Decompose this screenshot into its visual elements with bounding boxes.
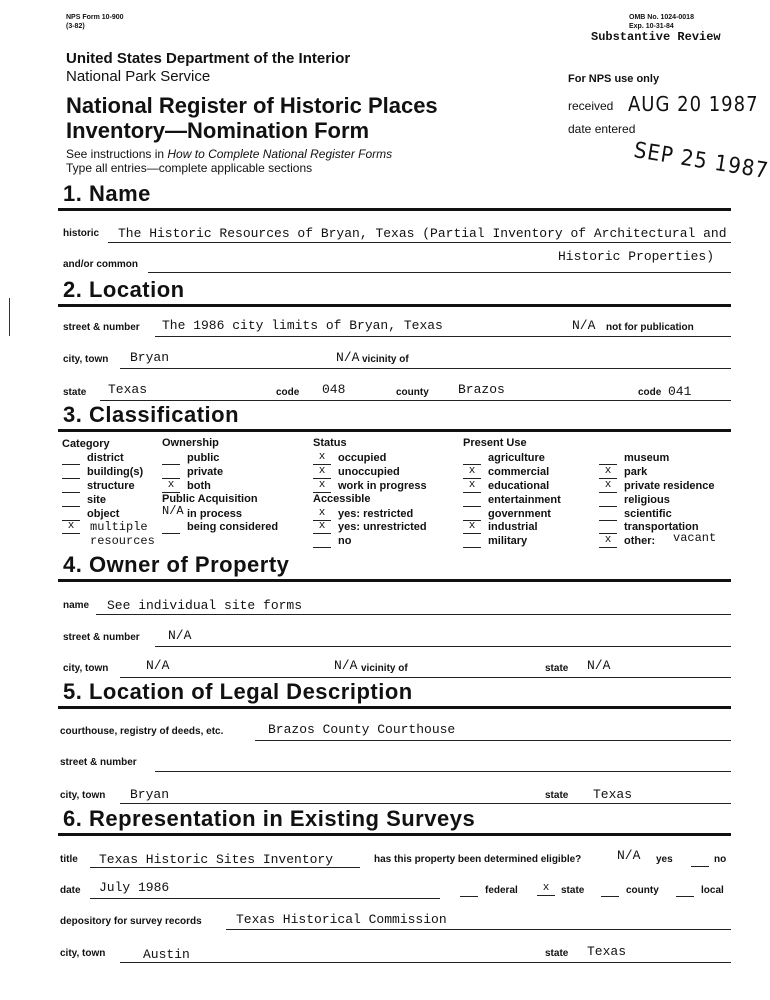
checkbox-federal[interactable] xyxy=(460,884,478,897)
use-military-label: military xyxy=(488,535,528,547)
depository-underline xyxy=(226,929,731,930)
category-heading: Category xyxy=(62,438,110,450)
owner-name-underline xyxy=(96,614,731,615)
owner-street-field[interactable]: N/A xyxy=(168,628,192,643)
checkbox-museum[interactable] xyxy=(599,452,617,465)
checkbox-other[interactable]: x xyxy=(599,535,617,548)
checkbox-commercial[interactable]: x xyxy=(463,466,481,479)
use-park-label: park xyxy=(624,466,648,478)
checkbox-district[interactable] xyxy=(62,452,80,465)
checkbox-scientific[interactable] xyxy=(599,508,617,521)
section-1-title: 1. Name xyxy=(63,181,151,206)
county-field[interactable]: Brazos xyxy=(458,382,505,397)
ownership-private-label: private xyxy=(187,466,224,478)
department-name: United States Department of the Interior xyxy=(66,50,351,67)
depository-label: depository for survey records xyxy=(60,916,202,927)
section-5-title: 5. Location of Legal Description xyxy=(63,679,413,704)
checkbox-public[interactable] xyxy=(162,452,180,465)
legal-state-label: state xyxy=(545,790,569,801)
use-scientific-label: scientific xyxy=(624,508,672,520)
use-religious-label: religious xyxy=(624,494,670,506)
legal-city-underline xyxy=(120,803,731,804)
category-object-label: object xyxy=(87,508,120,520)
checkbox-unoccupied[interactable]: x xyxy=(313,466,331,479)
legal-state-field[interactable]: Texas xyxy=(593,787,633,802)
category-structure-label: structure xyxy=(87,480,135,492)
present-use-heading: Present Use xyxy=(463,437,527,449)
owner-name-field[interactable]: See individual site forms xyxy=(107,598,303,613)
checkbox-yes-restricted[interactable]: x xyxy=(313,508,331,521)
vicinity-label: vicinity of xyxy=(362,354,409,365)
checkbox-multiple[interactable]: x xyxy=(62,521,80,534)
status-occupied-label: occupied xyxy=(338,452,387,464)
vicinity-value[interactable]: N/A xyxy=(336,350,360,365)
local-label: local xyxy=(701,885,724,896)
historic-name-continued[interactable]: Historic Properties) xyxy=(558,249,715,264)
checkbox-industrial[interactable]: x xyxy=(463,521,481,534)
checkbox-entertainment[interactable] xyxy=(463,494,481,507)
county-code-field[interactable]: 041 xyxy=(668,384,692,399)
section-3-title: 3. Classification xyxy=(63,402,240,427)
survey-city-underline xyxy=(120,962,731,963)
form-title-line1: National Register of Historic Places xyxy=(66,93,438,118)
survey-title-field[interactable]: Texas Historic Sites Inventory xyxy=(99,852,334,867)
survey-city-field[interactable]: Austin xyxy=(143,947,190,962)
expiration-date: Exp. 10-31-84 xyxy=(629,23,674,30)
owner-state-field[interactable]: N/A xyxy=(587,658,611,673)
county-code-label: code xyxy=(638,387,662,398)
checkbox-site[interactable] xyxy=(62,494,80,507)
status-unoccupied-label: unoccupied xyxy=(338,466,400,478)
use-commercial-label: commercial xyxy=(488,466,550,478)
section-2-title: 2. Location xyxy=(63,277,185,302)
legal-street-field[interactable] xyxy=(155,771,731,772)
historic-label: historic xyxy=(63,228,100,239)
eligible-no-label: no xyxy=(714,854,727,865)
owner-city-underline xyxy=(120,677,731,678)
owner-name-label: name xyxy=(63,600,90,611)
accessible-yes-restricted-label: yes: restricted xyxy=(338,508,414,520)
checkbox-military[interactable] xyxy=(463,535,481,548)
checkbox-private[interactable] xyxy=(162,466,180,479)
survey-date-label: date xyxy=(60,885,81,896)
omb-number: OMB No. 1024-0018 xyxy=(629,14,694,21)
checkbox-being-considered[interactable] xyxy=(162,521,180,534)
section-4-title: 4. Owner of Property xyxy=(63,552,290,577)
checkbox-private-residence[interactable]: x xyxy=(599,480,617,493)
survey-title-underline xyxy=(90,867,360,868)
received-stamp: AUG 20 1987 xyxy=(628,92,759,116)
margin-mark xyxy=(9,298,10,336)
accessible-yes-unrestricted-label: yes: unrestricted xyxy=(338,521,427,533)
ownership-public-label: public xyxy=(187,452,220,464)
checkbox-structure[interactable] xyxy=(62,480,80,493)
form-revision: (3-82) xyxy=(66,23,85,30)
service-name: National Park Service xyxy=(66,68,211,85)
section-1-rule xyxy=(58,208,731,211)
courthouse-underline xyxy=(255,740,731,741)
common-name-field[interactable] xyxy=(148,272,731,273)
accessible-no-label: no xyxy=(338,535,352,547)
acquisition-being-considered-label: being considered xyxy=(187,521,279,533)
form-title-line2: Inventory—Nomination Form xyxy=(66,118,370,143)
survey-city-label: city, town xyxy=(60,948,106,959)
state-underline xyxy=(100,400,731,401)
status-work-in-progress-label: work in progress xyxy=(338,480,427,492)
ownership-both-label: both xyxy=(187,480,211,492)
depository-field[interactable]: Texas Historical Commission xyxy=(236,912,447,927)
city-underline xyxy=(120,368,731,369)
section-3-rule xyxy=(58,429,731,432)
owner-street-underline xyxy=(155,646,731,647)
county-check-label: county xyxy=(626,885,659,896)
checkbox-transportation[interactable] xyxy=(599,521,617,534)
use-private-residence-label: private residence xyxy=(624,480,715,492)
legal-street-label: street & number xyxy=(60,757,137,768)
survey-title-label: title xyxy=(60,854,78,865)
courthouse-label: courthouse, registry of deeds, etc. xyxy=(60,726,224,737)
instructions-line2: Type all entries—complete applicable sections xyxy=(66,161,313,175)
checkbox-both[interactable]: x xyxy=(162,480,180,493)
received-label: received xyxy=(568,99,614,113)
use-agriculture-label: agriculture xyxy=(488,452,545,464)
not-for-publication-value[interactable]: N/A xyxy=(572,318,596,333)
review-stamp: Substantive Review xyxy=(591,30,721,44)
status-heading: Status xyxy=(313,437,347,449)
owner-state-label: state xyxy=(545,663,569,674)
street-number-label: street & number xyxy=(63,322,140,333)
date-entered-stamp: SEP 25 1987 xyxy=(632,138,770,185)
use-transportation-label: transportation xyxy=(624,521,699,533)
use-entertainment-label: entertainment xyxy=(488,494,561,506)
ownership-heading: Ownership xyxy=(162,437,219,449)
in-process-mark[interactable]: N/A xyxy=(162,504,184,518)
survey-state-field[interactable]: Texas xyxy=(587,944,627,959)
state-check-label: state xyxy=(561,885,585,896)
checkbox-religious[interactable] xyxy=(599,494,617,507)
use-educational-label: educational xyxy=(488,480,550,492)
eligible-label: has this property been determined eligible? xyxy=(374,854,582,865)
date-entered-label: date entered xyxy=(568,122,636,136)
owner-vicinity-label: vicinity of xyxy=(361,663,408,674)
historic-underline xyxy=(108,242,731,243)
code-field[interactable]: 048 xyxy=(322,382,346,397)
use-industrial-label: industrial xyxy=(488,521,538,533)
state-label: state xyxy=(63,387,87,398)
checkbox-agriculture[interactable] xyxy=(463,452,481,465)
checkbox-no[interactable] xyxy=(313,535,331,548)
public-acquisition-heading: Public Acquisition xyxy=(162,493,258,505)
instructions-prefix: See instructions in xyxy=(66,147,168,161)
eligible-field[interactable]: N/A xyxy=(617,848,641,863)
owner-city-field[interactable]: N/A xyxy=(146,658,170,673)
checkbox-local[interactable] xyxy=(676,884,694,897)
owner-vicinity-value[interactable]: N/A xyxy=(334,658,358,673)
eligible-no-checkbox[interactable] xyxy=(691,854,709,867)
county-label: county xyxy=(396,387,429,398)
legal-city-field[interactable]: Bryan xyxy=(130,787,170,802)
instructions-line1 xyxy=(66,147,392,161)
other-use-field[interactable]: vacant xyxy=(673,531,717,545)
checkbox-occupied[interactable]: x xyxy=(313,452,331,465)
category-site-label: site xyxy=(87,494,106,506)
category-multiple-label: multiple xyxy=(90,520,148,534)
historic-name-field[interactable]: The Historic Resources of Bryan, Texas (Partial Inventory of Architectural and xyxy=(118,226,727,241)
survey-state-label: state xyxy=(545,948,569,959)
checkbox-yes-unrestricted[interactable]: x xyxy=(313,521,331,534)
city-town-label: city, town xyxy=(63,354,109,365)
checkbox-park[interactable]: x xyxy=(599,466,617,479)
section-2-rule xyxy=(58,304,731,307)
not-for-publication-label: not for publication xyxy=(606,322,694,333)
checkbox-buildings[interactable] xyxy=(62,466,80,479)
form-number: NPS Form 10-900 xyxy=(66,14,124,21)
instructions-title: How to Complete National Register Forms xyxy=(167,147,393,161)
common-name-label: and/or common xyxy=(63,259,139,270)
use-museum-label: museum xyxy=(624,452,670,464)
courthouse-field[interactable]: Brazos County Courthouse xyxy=(268,722,456,737)
federal-label: federal xyxy=(485,885,518,896)
owner-street-label: street & number xyxy=(63,632,140,643)
street-number-field[interactable]: The 1986 city limits of Bryan, Texas xyxy=(162,318,443,333)
category-district-label: district xyxy=(87,452,124,464)
checkbox-county[interactable] xyxy=(601,884,619,897)
nps-use-heading: For NPS use only xyxy=(568,73,660,85)
survey-date-field[interactable]: July 1986 xyxy=(99,880,170,895)
checkbox-state[interactable]: x xyxy=(537,883,555,896)
city-town-field[interactable]: Bryan xyxy=(130,350,170,365)
checkbox-work-in-progress[interactable]: x xyxy=(313,480,331,493)
section-6-title: 6. Representation in Existing Surveys xyxy=(63,806,476,831)
section-6-rule xyxy=(58,833,731,836)
eligible-yes-label: yes xyxy=(656,854,673,865)
category-multiple-extra: resources xyxy=(90,534,155,548)
checkbox-educational[interactable]: x xyxy=(463,480,481,493)
section-5-rule xyxy=(58,706,731,709)
state-field[interactable]: Texas xyxy=(108,382,148,397)
acquisition-in-process-label: in process xyxy=(187,508,243,520)
survey-date-underline xyxy=(90,898,440,899)
street-underline xyxy=(155,336,731,337)
accessible-heading: Accessible xyxy=(313,493,371,505)
category-buildings-label: building(s) xyxy=(87,466,144,478)
owner-city-label: city, town xyxy=(63,663,109,674)
section-4-rule xyxy=(58,579,731,582)
use-other-label: other: xyxy=(624,535,656,547)
use-government-label: government xyxy=(488,508,551,520)
legal-city-label: city, town xyxy=(60,790,106,801)
code-label: code xyxy=(276,387,300,398)
